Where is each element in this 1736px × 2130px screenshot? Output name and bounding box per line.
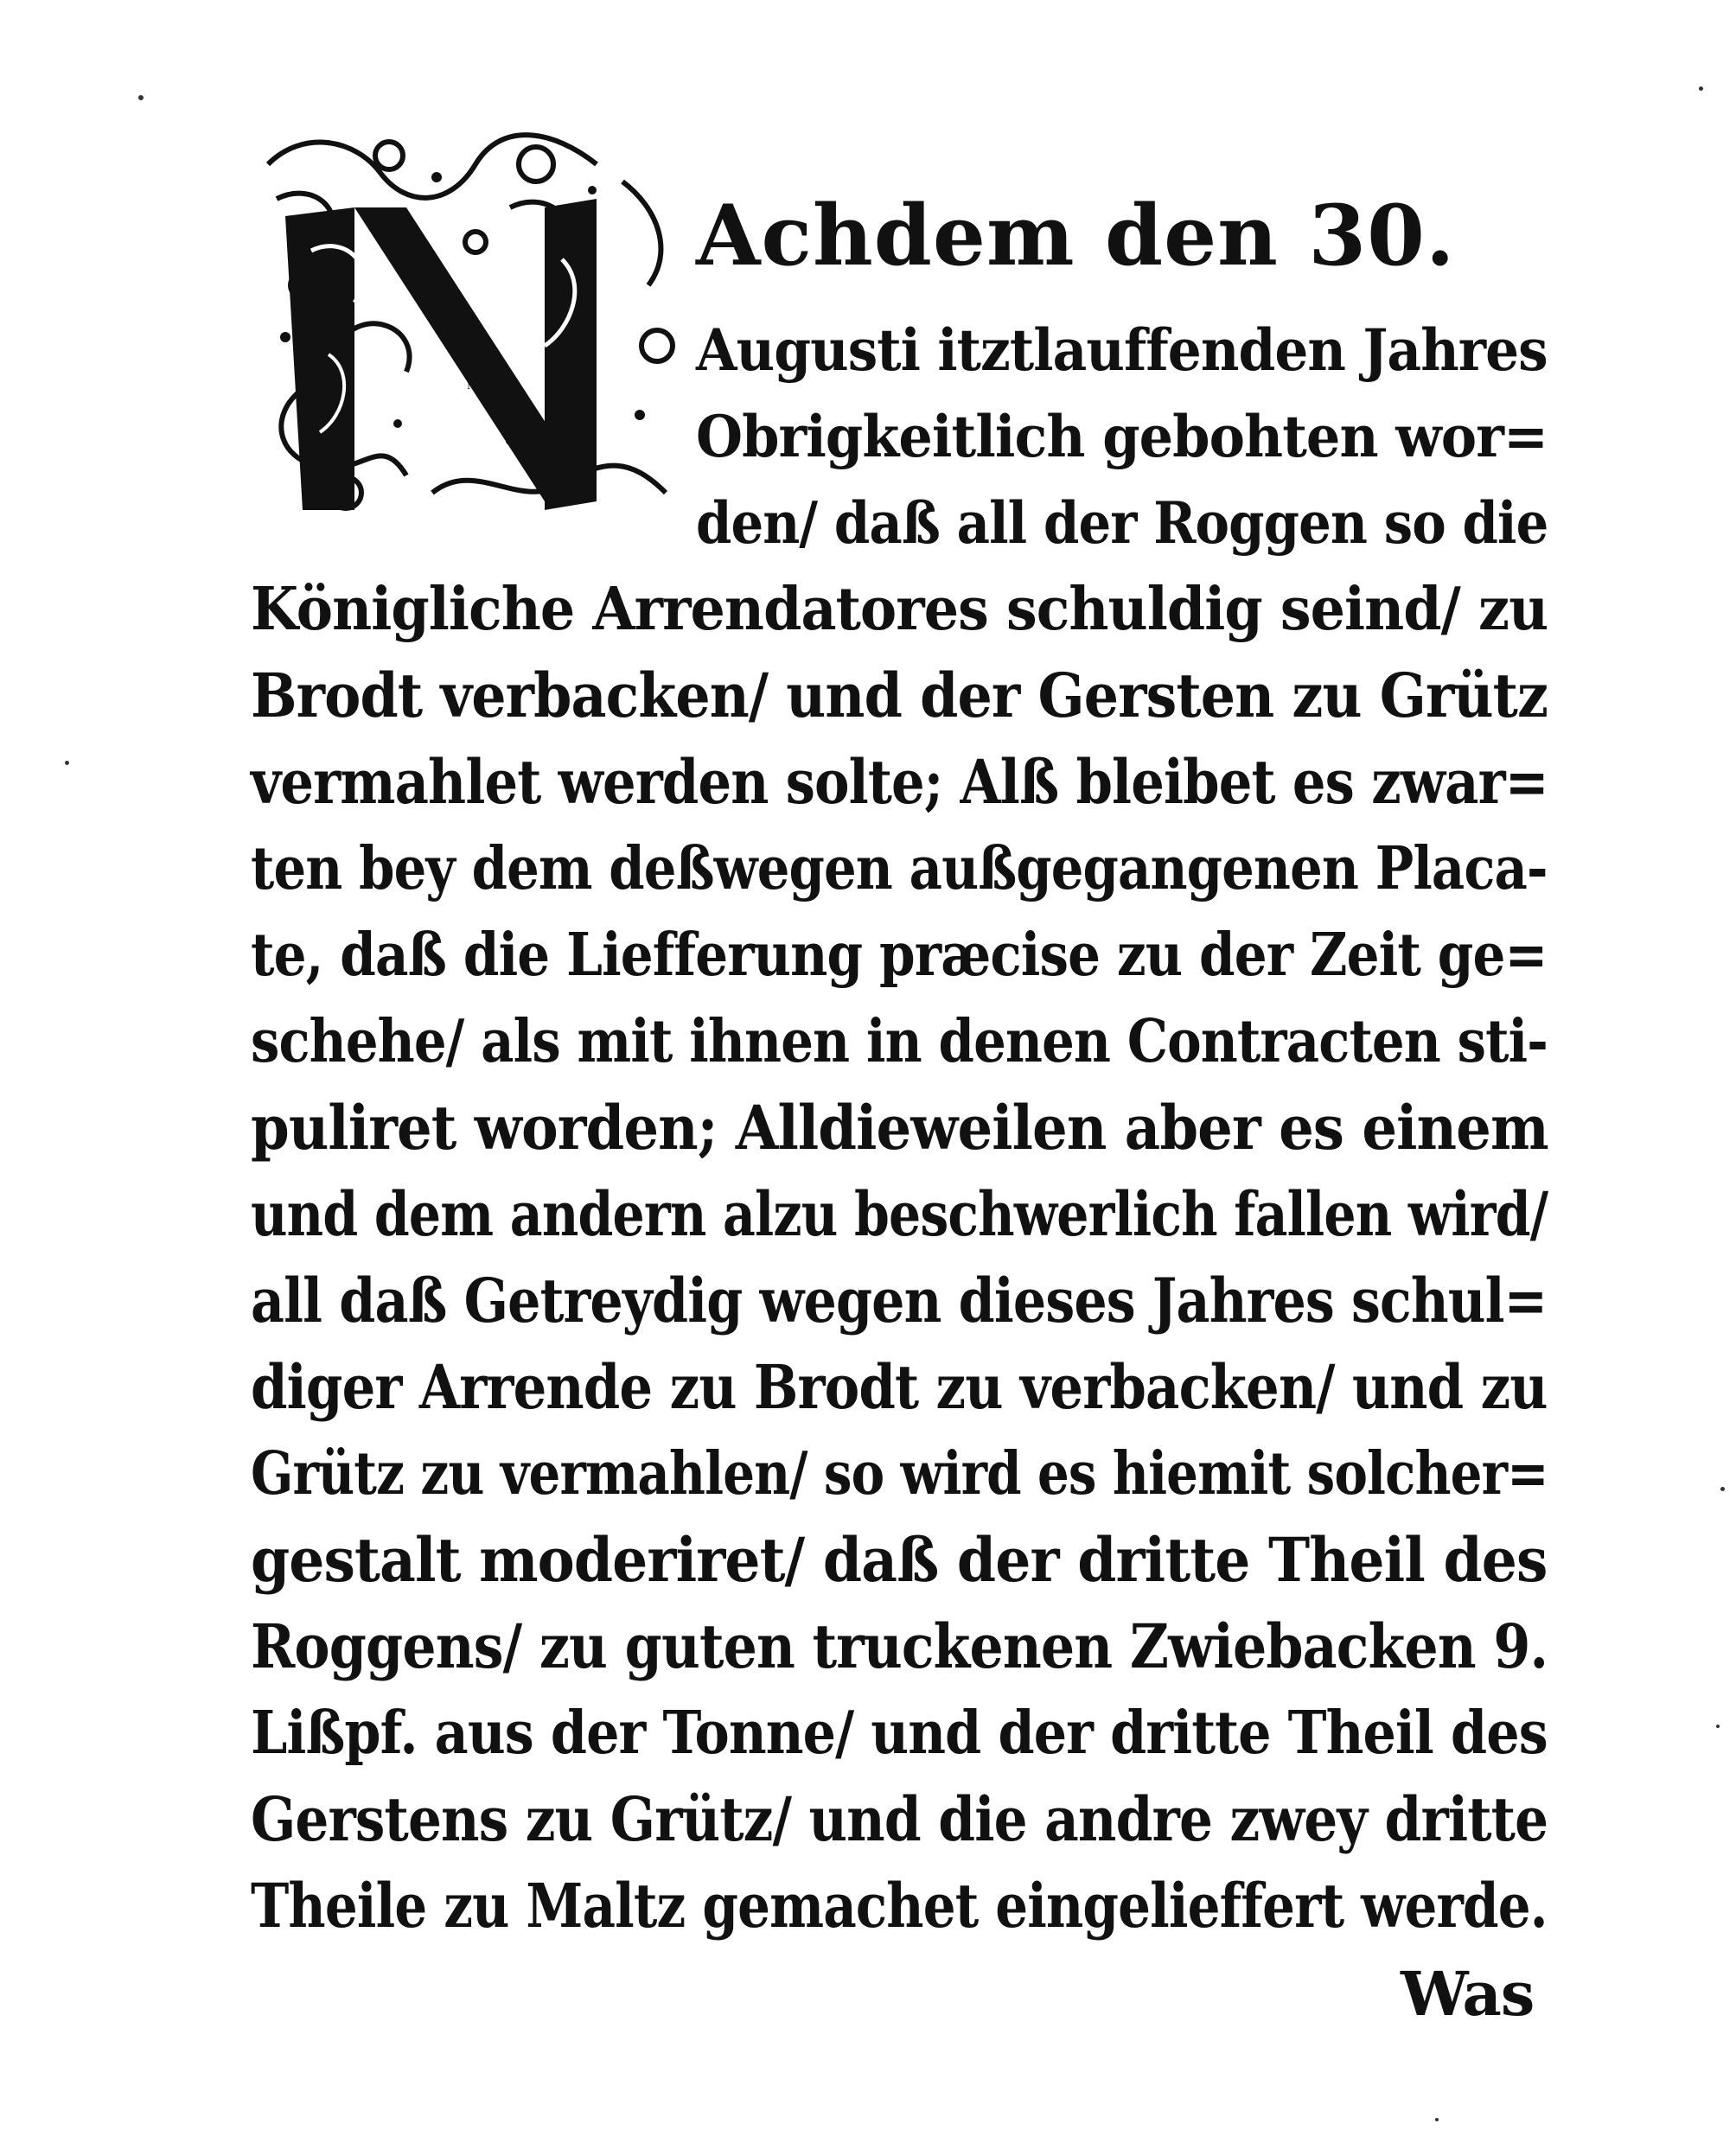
text-line: Roggens/ zu guten truckenen Zwiebacken 9. (251, 1610, 1548, 1682)
text-line: Brodt verbacken/ und der Gersten zu Grütz (251, 660, 1548, 731)
text-line: te, daß die Liefferung præcise zu der Zeit ge= (251, 921, 1548, 990)
text-line: Gerstens zu Grütz/ und die andre zwey dritte (251, 1783, 1548, 1855)
text-line: den/ daß all der Roggen so die (696, 489, 1548, 557)
text-line: schehe/ als mit ihnen in denen Contracten sti- (251, 1007, 1548, 1076)
scan-speck (1720, 1487, 1725, 1491)
scan-speck (1435, 2118, 1439, 2121)
decorated-initial (251, 130, 692, 536)
catchword: Was (1401, 1958, 1535, 2030)
text-line: ten bey dem deßwegen außgegangenen Placa- (251, 834, 1548, 903)
ornament-initial-icon (251, 130, 692, 536)
text-line: puliret worden; Alldieweilen aber es einem (251, 1092, 1548, 1164)
text-line: Obrigkeitlich gebohten wor= (696, 403, 1548, 470)
text-line: Königliche Arrendatores schuldig seind/ zu (251, 575, 1548, 644)
text-line: vermahlet werden solte; Alß bleibet es zwar= (251, 746, 1548, 818)
text-line: und dem andern alzu beschwerlich fallen wird/ (251, 1178, 1548, 1250)
text-line: Theile zu Maltz gemachet eingelieffert werde. (251, 1870, 1548, 1942)
text-line: Augusti itztlauffenden Jahres (696, 316, 1548, 384)
scan-speck (138, 95, 144, 100)
scan-speck (1699, 86, 1703, 91)
text-line: diger Arrende zu Brodt zu verbacken/ und zu (251, 1351, 1548, 1423)
svg-text:N: N (467, 382, 475, 392)
scan-speck (1716, 1725, 1720, 1728)
text-line: Achdem den 30. (696, 187, 1456, 284)
scan-speck (65, 761, 69, 765)
text-line: all daß Getreydig wegen dieses Jahres schul= (251, 1265, 1548, 1336)
text-line: gestalt moderiret/ daß der dritte Theil des (251, 1524, 1548, 1596)
text-line: Grütz zu vermahlen/ so wird es hiemit solcher= (251, 1439, 1548, 1508)
text-line: Lißpf. aus der Tonne/ und der dritte Theil des (251, 1699, 1548, 1768)
